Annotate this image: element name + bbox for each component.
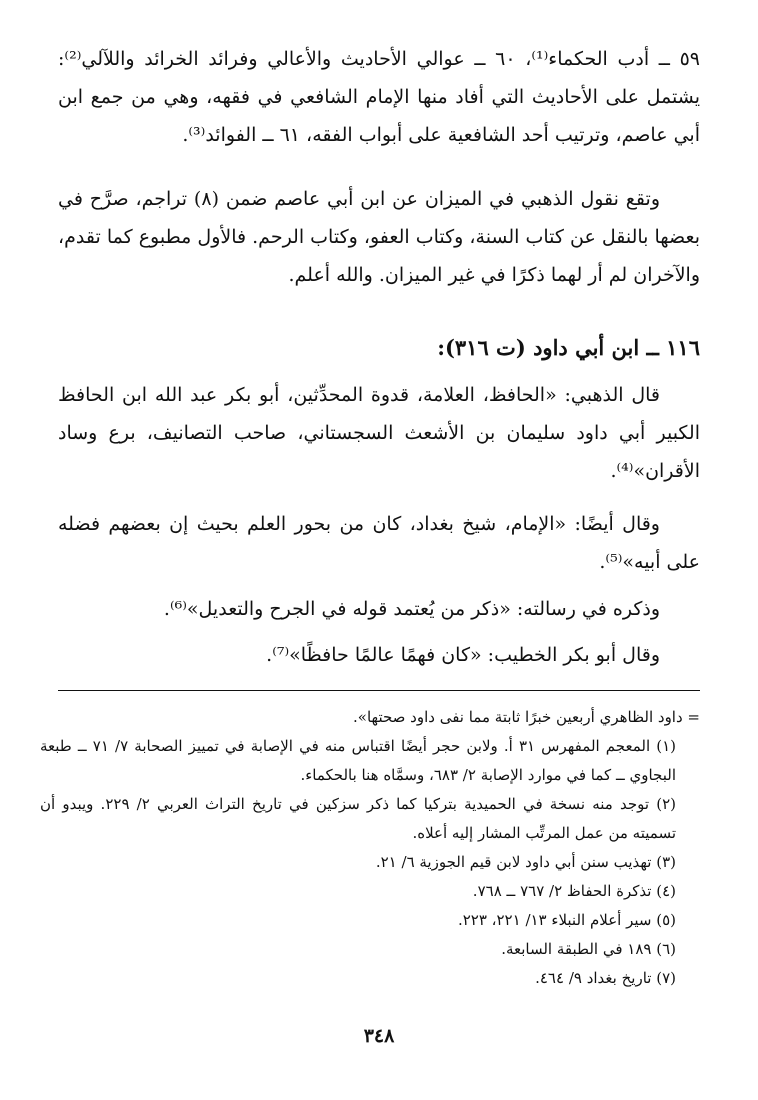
khatib-text: وقال أبو بكر الخطيب: «كان فهمًا عالمًا حافظًا»⁽⁷⁾.: [266, 644, 660, 666]
paragraph-works-list: [58, 40, 700, 154]
paragraph-dhahabi-quotes: [58, 180, 700, 294]
risala-text: وذكره في رسالته: «ذكر من يُعتمد قوله في الجرح والتعديل»⁽⁶⁾.: [163, 598, 660, 620]
paragraph-also-said: [58, 505, 700, 581]
footnote-5: (٥) سير أعلام النبلاء ١٣/ ٢٢١، ٢٢٣.: [457, 911, 676, 929]
footnote-divider: [58, 690, 700, 691]
dhahabi-quotes-text: وتقع نقول الذهبي في الميزان عن ابن أبي عاصم ضمن (٨) تراجم، صرَّح في بعضها بالنقل عن كتاب السنة، وكتاب العفو، وكتاب الرحم. فالأول مطبوع كما تقدم، والآخران لم أر لهما ذكرًا في غير الميزان. والله أعلم.: [58, 188, 700, 286]
dhahabi-praise-text: قال الذهبي: «الحافظ، العلامة، قدوة المحدِّثين، أبو بكر عبد الله ابن الحافظ الكبير أبي داود سليمان بن الأشعث السجستاني، صاحب التصانيف، برع وساد الأقران»⁽⁴⁾.: [58, 384, 700, 482]
footnote-2: (٢) توجد منه نسخة في الحميدية بتركيا كما ذكر سزكين في تاريخ التراث العربي ٢/ ٢٢٩. ويبدو أن تسميته من عمل المرتِّب المشار إليه أعلاه.: [40, 795, 676, 842]
footnote-6: (٦) ١٨٩ في الطبقة السابعة.: [501, 940, 676, 958]
paragraph-risala: [58, 590, 700, 628]
footnote-4: (٤) تذكرة الحفاظ ٢/ ٧٦٧ ــ ٧٦٨.: [472, 882, 676, 900]
footnotes: [40, 703, 700, 993]
footnote-7: (٧) تاريخ بغداد ٩/ ٤٦٤.: [535, 969, 676, 987]
paragraph-dhahabi-praise: [58, 376, 700, 490]
also-said-text: وقال أيضًا: «الإمام، شيخ بغداد، كان من بحور العلم بحيث إن بعضهم فضله على أبيه»⁽⁵⁾.: [58, 513, 700, 573]
works-list-text: ٥٩ ــ أدب الحكماء⁽¹⁾، ٦٠ ــ عوالي الأحاديث والأعالي وفرائد الخرائد واللآلي⁽²⁾: يشتمل على الأحاديث التي أفاد منها الإمام الشافعي في فقهه، وهي من جمع ابن أبي عاصم، وترتيب أحد الشافعية على أبواب الفقه، ٦١ ــ الفوائد⁽³⁾.: [58, 48, 701, 146]
footnote-continuation: = داود الظاهري أربعين خبرًا ثابتة مما نفى داود صحتها».: [353, 708, 700, 726]
page-number: ٣٤٨: [363, 1025, 395, 1047]
section-heading: [58, 329, 700, 367]
paragraph-khatib: [58, 636, 700, 674]
entry-title: ١١٦ ــ ابن أبي داود (ت ٣١٦):: [437, 335, 700, 360]
footnote-1: (١) المعجم المفهرس ٣١ أ. ولابن حجر أيضًا اقتباس منه في الإصابة في تمييز الصحابة ٧/ ٧١ ــ طبعة البجاوي ــ كما في موارد الإصابة ٢/ ٦٨٣، وسمَّاه هنا بالحكماء.: [40, 737, 677, 784]
footnote-3: (٣) تهذيب سنن أبي داود لابن قيم الجوزية ٦/ ٢١.: [375, 853, 676, 871]
